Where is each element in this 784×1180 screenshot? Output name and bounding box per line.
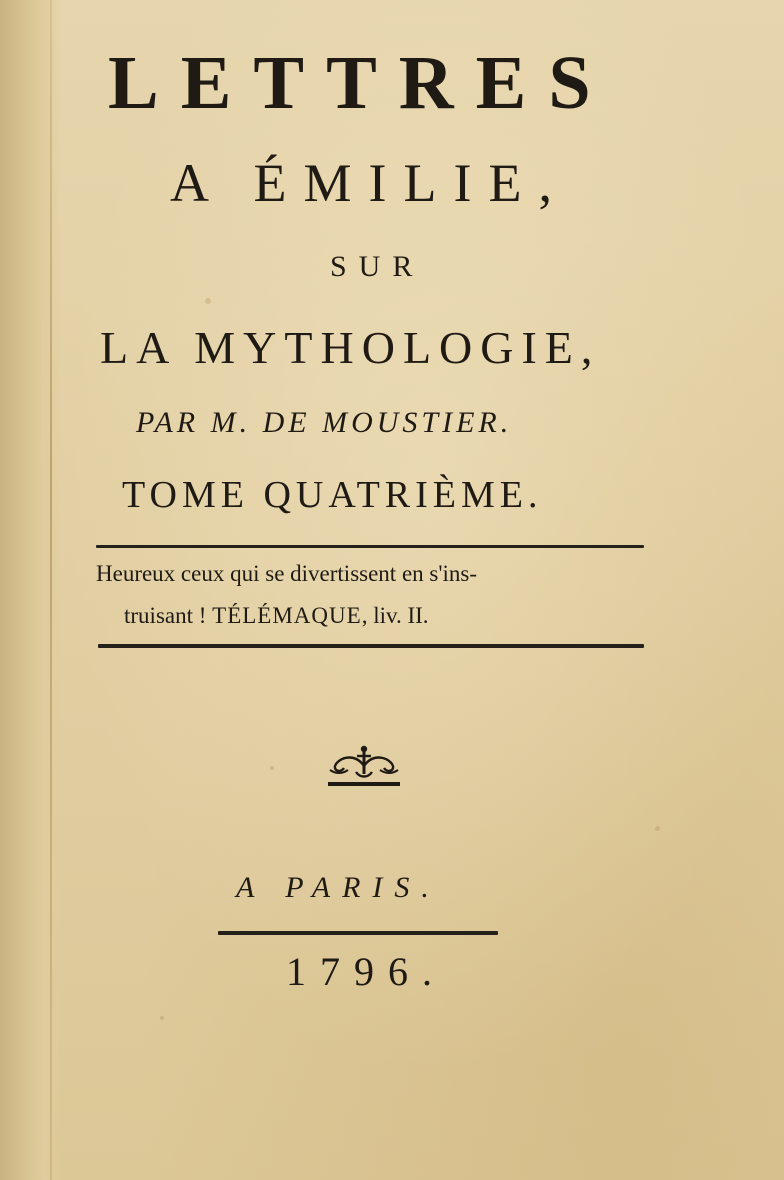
epigraph-line-1: Heureux ceux qui se divertissent en s'ins- [96,561,477,586]
title-line-mythologie: LA MYTHOLOGIE, [100,322,601,373]
title-line-lettres: LETTRES [108,41,613,125]
rule-imprint [218,931,498,935]
epigraph-reference: , liv. II. [361,603,429,628]
epigraph-source: TÉLÉMAQUE [212,603,362,628]
epigraph-text: truisant ! [124,603,213,628]
rule-bottom [98,644,644,648]
title-line-emilie: A ÉMILIE, [170,153,569,213]
page-gutter [0,0,62,1180]
foxing-spot [655,826,660,831]
foxing-spot [205,298,211,304]
title-line-sur: SUR [330,250,425,283]
foxing-spot [270,766,274,770]
foxing-spot [160,1016,164,1020]
epigraph-line-2 [124,600,604,632]
imprint-place: A PARIS. [236,871,441,904]
rule-top [96,545,644,548]
gutter-fold [50,0,52,1180]
imprint-year: 1796. [286,949,446,994]
fleuron-ornament-icon [326,744,402,792]
author-line: PAR M. DE MOUSTIER. [136,406,513,439]
volume-line: TOME QUATRIÈME. [122,474,543,516]
